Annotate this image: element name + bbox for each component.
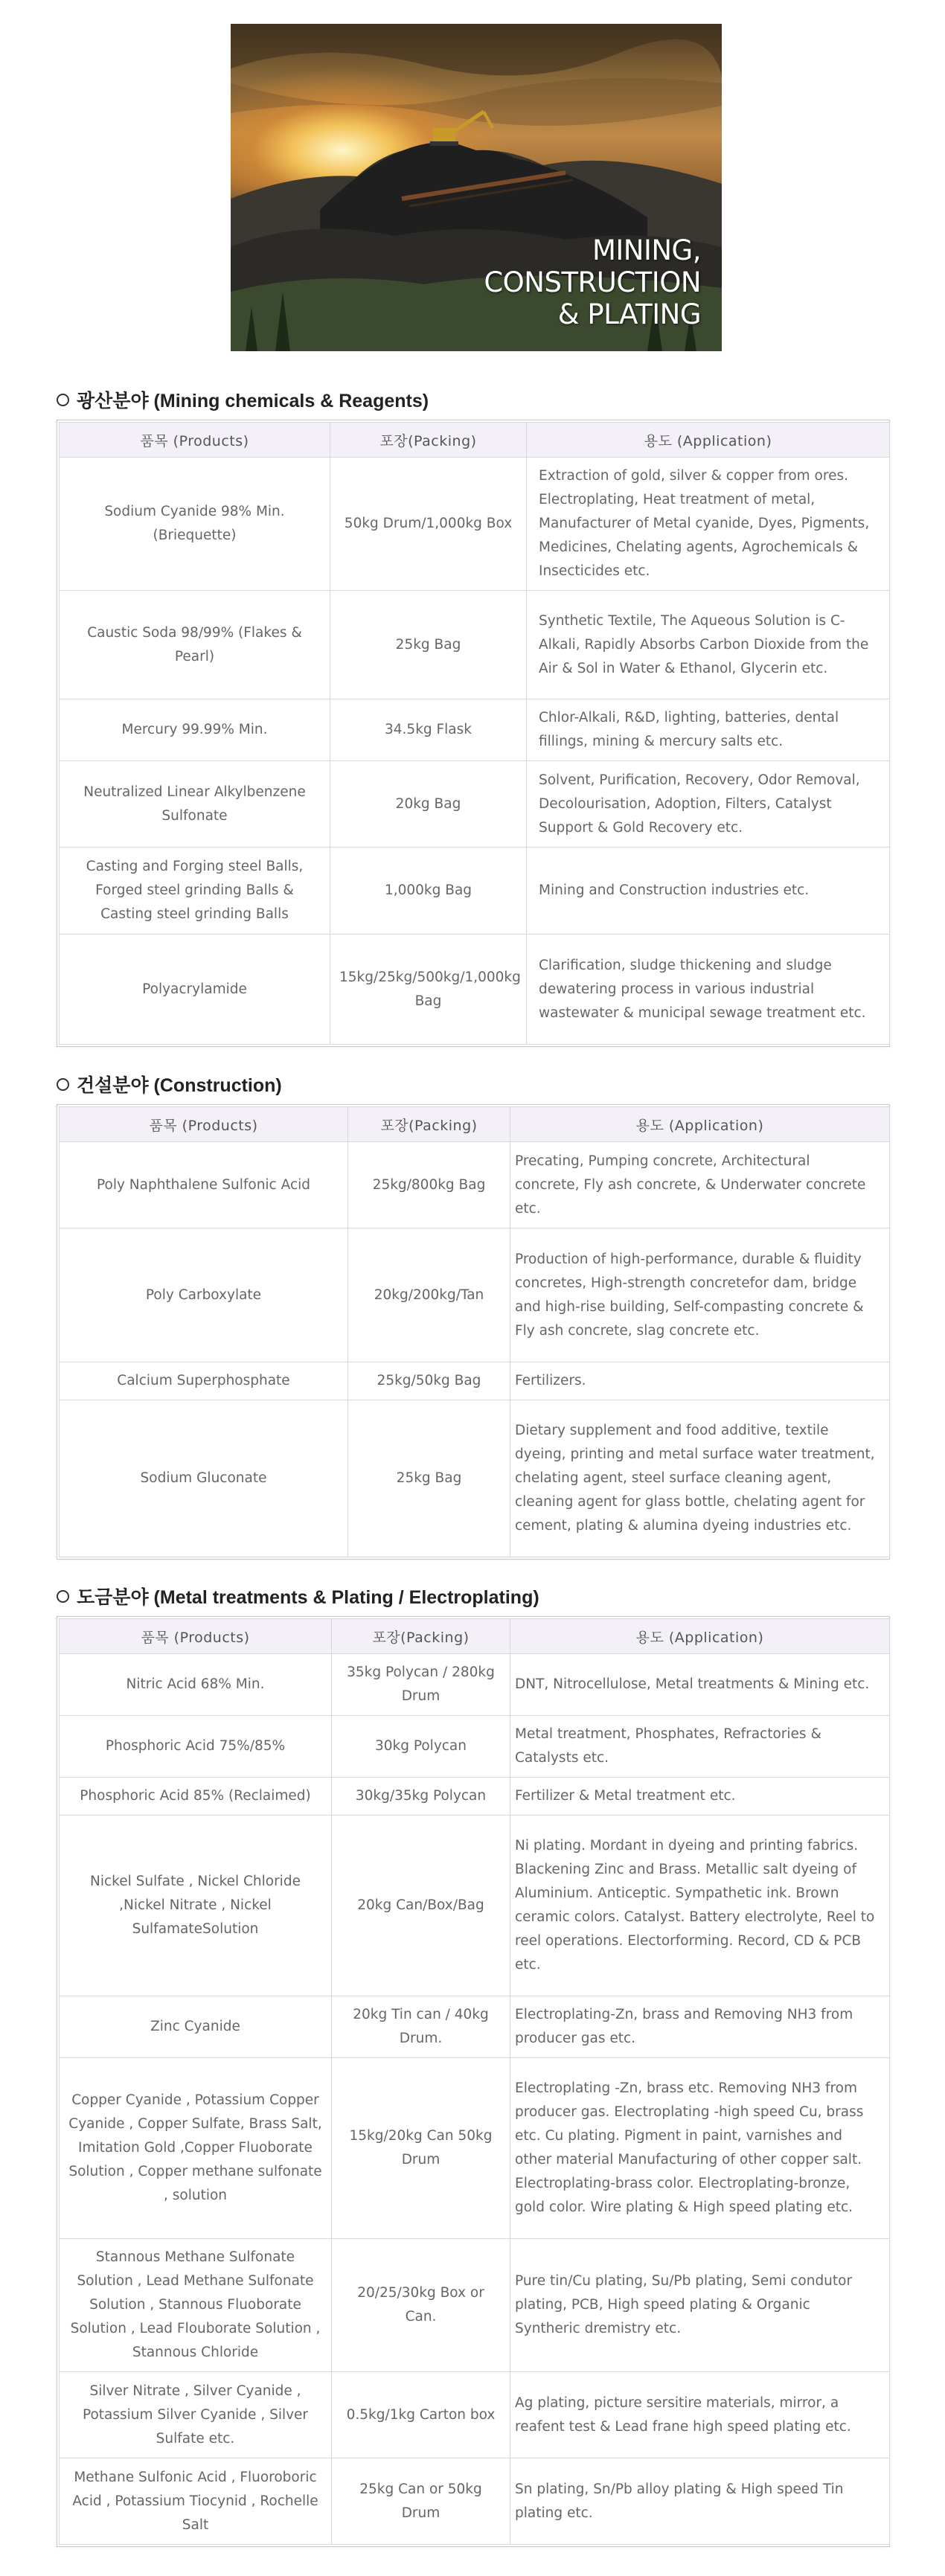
mining-products-table <box>59 422 890 1045</box>
table-row <box>60 699 890 761</box>
product-cell: Poly Naphthalene Sulfonic Acid <box>60 1142 348 1228</box>
application-cell: Fertilizers. <box>510 1362 890 1400</box>
application-cell: Mining and Construction industries etc. <box>527 848 890 935</box>
plating-products-table <box>59 1618 890 2545</box>
packing-cell: 25kg/50kg Bag <box>348 1362 510 1400</box>
packing-cell: 15kg/25kg/500kg/1,000kg Bag <box>330 935 527 1045</box>
product-cell: Neutralized Linear Alkylbenzene Sulfonate <box>60 761 330 848</box>
packing-cell: 35kg Polycan / 280kg Drum <box>332 1654 510 1716</box>
product-cell: Phosphoric Acid 75%/85% <box>60 1716 332 1778</box>
construction-products-table <box>59 1106 890 1557</box>
section-construction <box>57 1073 890 1560</box>
application-cell: Production of high-performance, durable & fluidity concretes, High-strength concretefor dam, bridge and high-rise building, Self-compasting concrete & Fly ash concrete, slag concrete etc. <box>510 1228 890 1362</box>
table-row <box>60 761 890 848</box>
hero-caption-line: & PLATING <box>557 298 701 330</box>
table-row <box>60 2458 890 2545</box>
application-cell: Extraction of gold, silver & copper from ores. Electroplating, Heat treatment of metal, Manufacturer of Metal cyanide, Dyes, Pigments, Medicines, Chelating agents, Agrochemicals & Insecticides etc. <box>527 458 890 591</box>
packing-cell: 25kg Bag <box>330 591 527 699</box>
packing-cell: 25kg Can or 50kg Drum <box>332 2458 510 2545</box>
section-title-text: 광산분야 (Mining chemicals & Reagents) <box>77 391 429 411</box>
table-row <box>60 2239 890 2372</box>
header-packing: 포장(Packing) <box>332 1619 510 1654</box>
section-plating <box>57 1585 890 2547</box>
product-cell: Caustic Soda 98/99% (Flakes & Pearl) <box>60 591 330 699</box>
circle-bullet-icon <box>57 1590 69 1603</box>
product-cell: Mercury 99.99% Min. <box>60 699 330 761</box>
table-row <box>60 458 890 591</box>
section-mining <box>57 388 890 1047</box>
packing-cell: 30kg Polycan <box>332 1716 510 1778</box>
application-cell: Electroplating-Zn, brass and Removing NH3 from producer gas etc. <box>510 1996 890 2058</box>
application-cell: Ni plating. Mordant in dyeing and printing fabrics. Blackening Zinc and Brass. Metallic salt dyeing of Aluminium. Anticeptic. Sympathetic ink. Brown ceramic colors. Catalyst. Battery electrolyte, Reel to reel operations. Electorforming. Record, CD & PCB etc. <box>510 1816 890 1996</box>
product-cell: Methane Sulfonic Acid , Fluoroboric Acid , Potassium Tiocynid , Rochelle Salt <box>60 2458 332 2545</box>
circle-bullet-icon <box>57 394 69 406</box>
product-cell: Phosphoric Acid 85% (Reclaimed) <box>60 1778 332 1816</box>
packing-cell: 0.5kg/1kg Carton box <box>332 2372 510 2458</box>
header-application: 용도 (Application) <box>527 423 890 458</box>
packing-cell: 20kg Tin can / 40kg Drum. <box>332 1996 510 2058</box>
product-cell: Zinc Cyanide <box>60 1996 332 2058</box>
hero-caption-line: MINING, <box>592 234 701 266</box>
packing-cell: 30kg/35kg Polycan <box>332 1778 510 1816</box>
table-row <box>60 1228 890 1362</box>
application-cell: Precating, Pumping concrete, Architectural concrete, Fly ash concrete, & Underwater concrete etc. <box>510 1142 890 1228</box>
header-packing: 포장(Packing) <box>348 1107 510 1142</box>
application-cell: Pure tin/Cu plating, Su/Pb plating, Semi condutor plating, PCB, High speed plating & Organic Syntheric dremistry etc. <box>510 2239 890 2372</box>
table-header-row <box>60 423 890 458</box>
header-application: 용도 (Application) <box>510 1619 890 1654</box>
hero-image <box>231 24 722 351</box>
packing-cell: 15kg/20kg Can 50kg Drum <box>332 2058 510 2239</box>
table-row <box>60 591 890 699</box>
application-cell: Synthetic Textile, The Aqueous Solution is C-Alkali, Rapidly Absorbs Carbon Dioxide from the Air & Sol in Water & Ethanol, Glycerin etc. <box>527 591 890 699</box>
table-row <box>60 1996 890 2058</box>
section-title <box>57 388 890 411</box>
product-cell: Copper Cyanide , Potassium Copper Cyanide , Copper Sulfate, Brass Salt, Imitation Gold ,Copper Fluoborate Solution , Copper methane sulfonate , solution <box>60 2058 332 2239</box>
product-cell: Nickel Sulfate , Nickel Chloride ,Nickel Nitrate , Nickel SulfamateSolution <box>60 1816 332 1996</box>
table-frame <box>57 420 890 1047</box>
section-title <box>57 1073 890 1095</box>
hero-caption-line: CONSTRUCTION <box>484 266 701 298</box>
table-row <box>60 935 890 1045</box>
header-products: 품목 (Products) <box>60 1107 348 1142</box>
application-cell: Fertilizer & Metal treatment etc. <box>510 1778 890 1816</box>
table-header-row <box>60 1619 890 1654</box>
table-row <box>60 2372 890 2458</box>
table-row <box>60 848 890 935</box>
table-header-row <box>60 1107 890 1142</box>
header-products: 품목 (Products) <box>60 1619 332 1654</box>
circle-bullet-icon <box>57 1078 69 1091</box>
table-row <box>60 1142 890 1228</box>
packing-cell: 25kg/800kg Bag <box>348 1142 510 1228</box>
table-frame <box>57 1104 890 1560</box>
hero-caption <box>484 234 701 330</box>
packing-cell: 34.5kg Flask <box>330 699 527 761</box>
header-products: 품목 (Products) <box>60 423 330 458</box>
section-title-text: 도금분야 (Metal treatments & Plating / Electroplating) <box>77 1587 539 1608</box>
application-cell: Clarification, sludge thickening and sludge dewatering process in various industrial wastewater & municipal sewage treatment etc. <box>527 935 890 1045</box>
packing-cell: 1,000kg Bag <box>330 848 527 935</box>
table-row <box>60 1816 890 1996</box>
product-cell: Silver Nitrate , Silver Cyanide , Potassium Silver Cyanide , Silver Sulfate etc. <box>60 2372 332 2458</box>
table-row <box>60 1654 890 1716</box>
product-cell: Poly Carboxylate <box>60 1228 348 1362</box>
application-cell: Solvent, Purification, Recovery, Odor Removal, Decolourisation, Adoption, Filters, Catalyst Support & Gold Recovery etc. <box>527 761 890 848</box>
application-cell: Sn plating, Sn/Pb alloy plating & High speed Tin plating etc. <box>510 2458 890 2545</box>
section-title-text: 건설분야 (Construction) <box>77 1075 282 1096</box>
table-frame <box>57 1616 890 2547</box>
product-cell: Casting and Forging steel Balls, Forged steel grinding Balls & Casting steel grinding Balls <box>60 848 330 935</box>
table-row <box>60 2058 890 2239</box>
packing-cell: 20kg Bag <box>330 761 527 848</box>
product-cell: Nitric Acid 68% Min. <box>60 1654 332 1716</box>
product-cell: Polyacrylamide <box>60 935 330 1045</box>
packing-cell: 50kg Drum/1,000kg Box <box>330 458 527 591</box>
product-cell: Stannous Methane Sulfonate Solution , Lead Methane Sulfonate Solution , Stannous Fluoborate Solution , Lead Flouborate Solution , Stannous Chloride <box>60 2239 332 2372</box>
product-cell: Calcium Superphosphate <box>60 1362 348 1400</box>
product-cell: Sodium Gluconate <box>60 1400 348 1557</box>
application-cell: Dietary supplement and food additive, textile dyeing, printing and metal surface water treatment, chelating agent, steel surface cleaning agent, cleaning agent for glass bottle, chelating agent for cement, plating & alumina dyeing industries etc. <box>510 1400 890 1557</box>
header-application: 용도 (Application) <box>510 1107 890 1142</box>
packing-cell: 20/25/30kg Box or Can. <box>332 2239 510 2372</box>
table-row <box>60 1778 890 1816</box>
packing-cell: 25kg Bag <box>348 1400 510 1557</box>
table-row <box>60 1400 890 1557</box>
product-cell: Sodium Cyanide 98% Min. (Briequette) <box>60 458 330 591</box>
packing-cell: 20kg/200kg/Tan <box>348 1228 510 1362</box>
header-packing: 포장(Packing) <box>330 423 527 458</box>
table-row <box>60 1716 890 1778</box>
application-cell: DNT, Nitrocellulose, Metal treatments & Mining etc. <box>510 1654 890 1716</box>
application-cell: Ag plating, picture sersitire materials, mirror, a reafent test & Lead frane high speed plating etc. <box>510 2372 890 2458</box>
packing-cell: 20kg Can/Box/Bag <box>332 1816 510 1996</box>
application-cell: Metal treatment, Phosphates, Refractories & Catalysts etc. <box>510 1716 890 1778</box>
section-title <box>57 1585 890 1607</box>
application-cell: Electroplating -Zn, brass etc. Removing NH3 from producer gas. Electroplating -high speed Cu, brass etc. Cu plating. Pigment in paint, varnishes and other material Manufacturing of other copper salt. Electroplating-brass color. Electroplating-bronze, gold color. Wire plating & High speed plating etc. <box>510 2058 890 2239</box>
table-row <box>60 1362 890 1400</box>
application-cell: Chlor-Alkali, R&D, lighting, batteries, dental fillings, mining & mercury salts etc. <box>527 699 890 761</box>
